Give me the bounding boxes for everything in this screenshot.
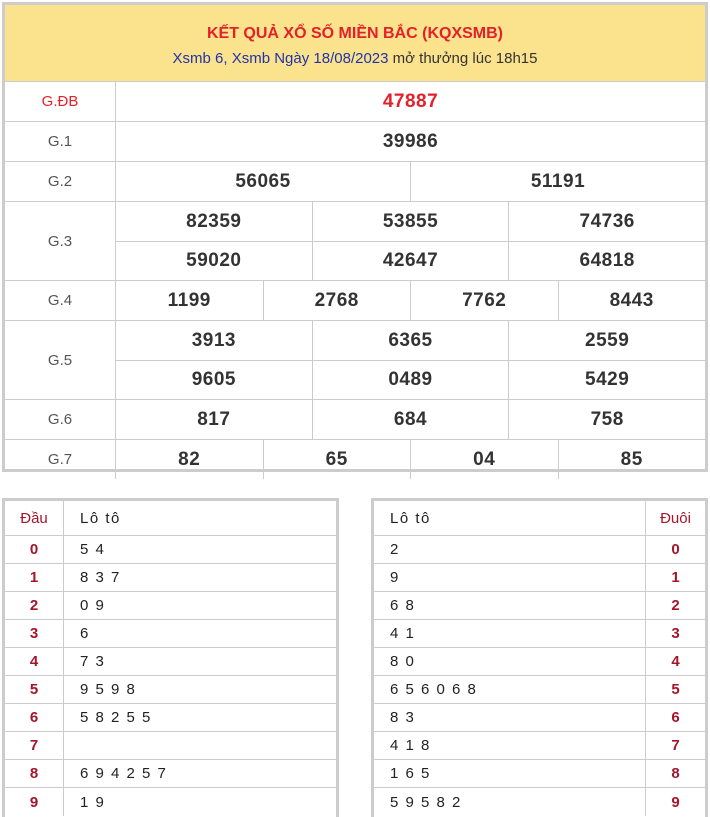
results-table [2, 2, 708, 472]
duoi-row [374, 592, 705, 620]
prize-row [5, 82, 705, 122]
dau-row [5, 732, 336, 760]
dau-digit: 2 [5, 592, 64, 619]
prize-label: G.2 [5, 162, 116, 201]
prize-number: 6365 [312, 321, 509, 360]
loto-values: 6 5 6 0 6 8 [374, 676, 646, 703]
dau-digit: 9 [5, 788, 64, 816]
prize-number: 56065 [235, 170, 291, 192]
duoi-digit: 8 [671, 765, 680, 782]
prize-number: 2559 [508, 321, 705, 360]
prize-values [116, 162, 705, 201]
loto-values: 4 1 8 [374, 732, 646, 759]
dau-digit: 7 [5, 732, 64, 759]
prize-number: 2768 [263, 281, 411, 320]
dau-digit: 5 [5, 676, 64, 703]
prize-number: 65 [263, 440, 411, 479]
prize-label: G.ĐB [5, 82, 116, 121]
dau-row [5, 620, 336, 648]
dau-row [5, 788, 336, 816]
prize-number: 85 [558, 440, 706, 479]
dau-row [5, 564, 336, 592]
prize-values [116, 400, 705, 439]
prize-number: 758 [508, 400, 705, 439]
prize-number: 82 [178, 448, 201, 470]
prize-value-row [116, 162, 705, 201]
duoi-row [374, 704, 705, 732]
dau-digit: 0 [5, 536, 64, 563]
prize-values [116, 82, 705, 121]
duoi-digit: 6 [671, 709, 680, 726]
loto-values: 1 6 5 [374, 760, 646, 787]
duoi-digit: 1 [671, 569, 680, 586]
prize-number: 64818 [508, 242, 705, 280]
duoi-digit: 9 [671, 793, 680, 811]
draw-time-text: mở thưởng lúc 18h15 [392, 50, 538, 67]
loto-values: 5 8 2 5 5 [80, 709, 152, 726]
dau-loto-table [2, 498, 339, 817]
duoi-table-header [374, 501, 705, 536]
dau-row [5, 760, 336, 788]
loto-values: 6 [80, 625, 90, 642]
prize-rows [5, 82, 705, 479]
prize-number: 9605 [191, 369, 236, 390]
duoi-row [374, 732, 705, 760]
prize-number: 42647 [312, 242, 509, 280]
results-title: KẾT QUẢ XỔ SỐ MIỀN BẮC (KQXSMB) [206, 25, 503, 42]
prize-row [5, 440, 705, 479]
prize-row [5, 202, 705, 281]
loto-values: 6 9 4 2 5 7 [80, 765, 168, 782]
prize-row [5, 162, 705, 202]
prize-number: 8443 [558, 281, 706, 320]
duoi-digit: 2 [671, 597, 680, 614]
dau-row [5, 592, 336, 620]
dau-table-header [5, 501, 336, 536]
prize-label: G.7 [5, 440, 116, 479]
prize-number: 04 [410, 440, 558, 479]
duoi-row [374, 788, 705, 816]
prize-row [5, 122, 705, 162]
prize-label: G.4 [5, 281, 116, 320]
prize-value-row [116, 400, 705, 439]
prize-values [116, 202, 705, 280]
prize-number: 684 [312, 400, 509, 439]
prize-number: 51191 [410, 162, 705, 201]
prize-value-row [116, 122, 705, 161]
prize-number: 5429 [508, 361, 705, 399]
duoi-row [374, 564, 705, 592]
prize-number: 7762 [410, 281, 558, 320]
dau-digit: 6 [5, 704, 64, 731]
prize-value-row [116, 360, 705, 399]
duoi-digit: 0 [671, 541, 680, 558]
prize-row [5, 400, 705, 440]
prize-row [5, 321, 705, 400]
prize-number: 53855 [312, 202, 509, 241]
prize-value-row [116, 281, 705, 320]
loto-values: 6 8 [374, 592, 646, 619]
dau-column-header: Đầu [5, 501, 64, 535]
loto-values: 7 3 [80, 653, 106, 670]
dau-digit: 1 [5, 564, 64, 591]
loto-values: 4 1 [374, 620, 646, 647]
prize-value-row [116, 440, 705, 479]
prize-value-row [116, 202, 705, 241]
dau-row [5, 648, 336, 676]
loto-values: 8 0 [374, 648, 646, 675]
prize-label: G.1 [5, 122, 116, 161]
dau-digit: 4 [5, 648, 64, 675]
prize-number: 3913 [191, 329, 236, 351]
date-link[interactable]: Xsmb 6, Xsmb Ngày 18/08/2023 [172, 50, 389, 67]
dau-digit: 8 [5, 760, 64, 787]
prize-number: 59020 [186, 250, 242, 271]
prize-values [116, 122, 705, 161]
duoi-digit: 5 [671, 681, 680, 698]
prize-value-row [116, 321, 705, 360]
loto-values: 8 3 7 [80, 569, 121, 586]
prize-label: G.5 [5, 321, 116, 399]
loto-values: 9 [374, 564, 646, 591]
duoi-row [374, 676, 705, 704]
results-header [5, 5, 705, 82]
loto-column-header: Lô tô [80, 509, 121, 527]
duoi-rows [374, 536, 705, 816]
prize-number: 1199 [167, 289, 211, 311]
prize-values [116, 281, 705, 320]
dau-row [5, 536, 336, 564]
dau-rows [5, 536, 336, 816]
loto-values: 8 3 [374, 704, 646, 731]
prize-label: G.3 [5, 202, 116, 280]
prize-number: 817 [197, 408, 231, 430]
duoi-row [374, 620, 705, 648]
loto-values: 0 9 [80, 597, 106, 614]
duoi-digit: 7 [671, 737, 680, 754]
loto-values: 9 5 9 8 [80, 681, 137, 698]
duoi-digit: 4 [671, 653, 680, 670]
prize-value-row [116, 241, 705, 280]
loto-column-header: Lô tô [374, 501, 646, 535]
prize-number: 39986 [382, 130, 439, 152]
duoi-row [374, 648, 705, 676]
duoi-row [374, 760, 705, 788]
prize-values [116, 321, 705, 399]
duoi-loto-table [371, 498, 708, 817]
prize-row [5, 281, 705, 321]
duoi-digit: 3 [671, 625, 680, 642]
loto-values: 2 [374, 536, 646, 563]
loto-values: 5 9 5 8 2 [374, 788, 646, 816]
loto-values: 1 9 [80, 793, 106, 811]
dau-row [5, 704, 336, 732]
prize-values [116, 440, 705, 479]
loto-values: 5 4 [80, 541, 106, 558]
dau-digit: 3 [5, 620, 64, 647]
prize-label: G.6 [5, 400, 116, 439]
duoi-row [374, 536, 705, 564]
prize-value-row [116, 82, 705, 121]
special-prize-number: 47887 [382, 90, 439, 112]
prize-number: 74736 [508, 202, 705, 241]
dau-row [5, 676, 336, 704]
prize-number: 0489 [312, 361, 509, 399]
prize-number: 82359 [186, 210, 242, 232]
results-subtitle [5, 43, 705, 67]
duoi-column-header: Đuôi [660, 509, 691, 527]
